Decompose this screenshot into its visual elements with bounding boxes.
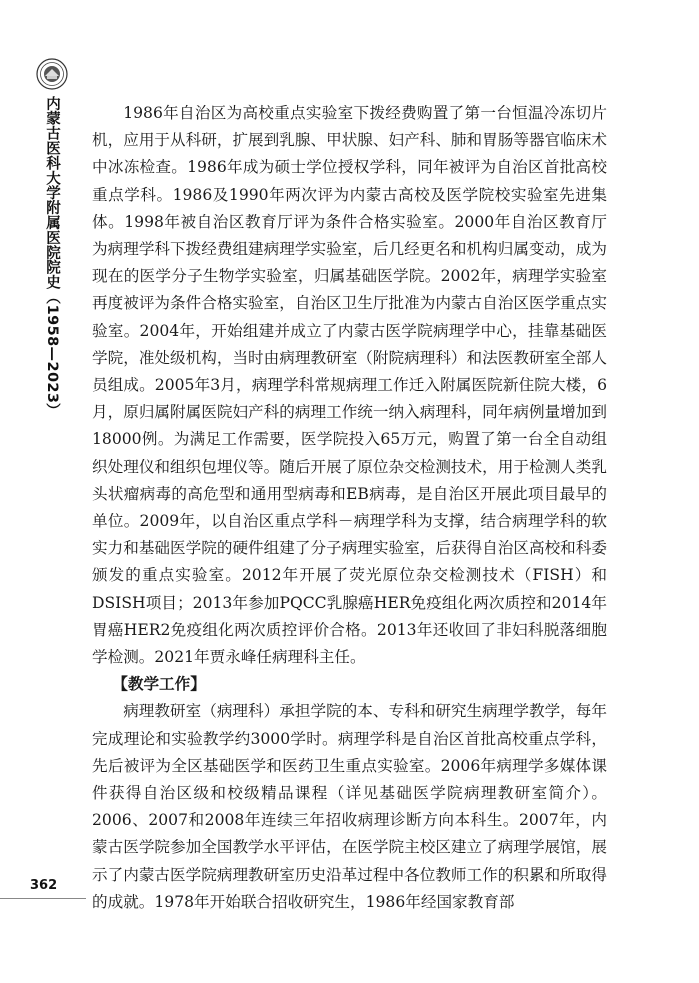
paragraph-lab-history: 1986年自治区为高校重点实验室下拨经费购置了第一台恒温冷冻切片机，应用于从科研，扩展到乳腺、甲状腺、妇产科、肺和胃肠等器官临床术中冰冻检查。1986年成为硕士学位授权学科，同年被评为自治区首批高校重点学科。1986及1990年两次评为内蒙古高校及医学院校实验室先进集体。1998年被自治区教育厅评为条件合格实验室。2000年自治区教育厅为病理学科下拨经费组建病理学实验室，后几经更名和机构归属变动，成为现在的医学分子生物学实验室，归属基础医学院。2002年，病理学实验室再度被评为条件合格实验室，自治区卫生厅批准为内蒙古自治区医学重点实验室。2004年，开始组建并成立了内蒙古医学院病理学中心，挂靠基础医学院，准处级机构，当时由病理教研室（附院病理科）和法医教研室全部人员组成。2005年3月，病理学科常规病理工作迁入附属医院新住院大楼，6月，原归属附属医院妇产科的病理工作统一纳入病理科，同年病例量增加到18000例。为满足工作需要，医学院投入65万元，购置了第一台全自动组织处理仪和组织包埋仪等。随后开展了原位杂交检测技术，用于检测人类乳头状瘤病毒的高危型和通用型病毒和EB病毒，是自治区开展此项目最早的单位。2009年，以自治区重点学科－病理学科为支撑，结合病理学科的软实力和基础医学院的硬件组建了分子病理实验室，后获得自治区高校和科委颁发的重点实验室。2012年开展了荧光原位杂交检测技术（FISH）和DSISH项目；2013年参加PQCC乳腺癌HER免疫组化两次质控和2014年胃癌HER2免疫组化两次质控评价合格。2013年还收回了非妇科脱落细胞学检测。2021年贾永峰任病理科主任。 bbox=[92, 104, 607, 667]
university-seal-icon bbox=[36, 58, 68, 90]
book-title-vertical: 内蒙古医科大学附属医院院史（1958—2023） bbox=[44, 96, 60, 419]
page-number: 362 bbox=[30, 878, 58, 893]
section-heading-teaching: 【教学工作】 bbox=[112, 675, 206, 694]
paragraph-teaching: 病理教研室（病理科）承担学院的本、专科和研究生病理学教学，每年完成理论和实验教学约3000学时。病理学科是自治区首批高校重点学科，先后被评为全区基础医学和医药卫生重点实验室。2006年病理学多媒体课件获得自治区级和校级精品课程（详见基础医学院病理教研室简介）。2006、2007和2008年连续三年招收病理诊断方向本科生。2007年，内蒙古医学院参加全国教学水平评估，在医学院主校区建立了病理学展馆，展示了内蒙古医学院病理教研室历史沿革过程中各位教师工作的积累和所取得的成就。1978年开始联合招收研究生，1986年经国家教育部 bbox=[92, 702, 607, 911]
page-number-divider bbox=[0, 898, 86, 899]
page-content bbox=[92, 100, 607, 916]
